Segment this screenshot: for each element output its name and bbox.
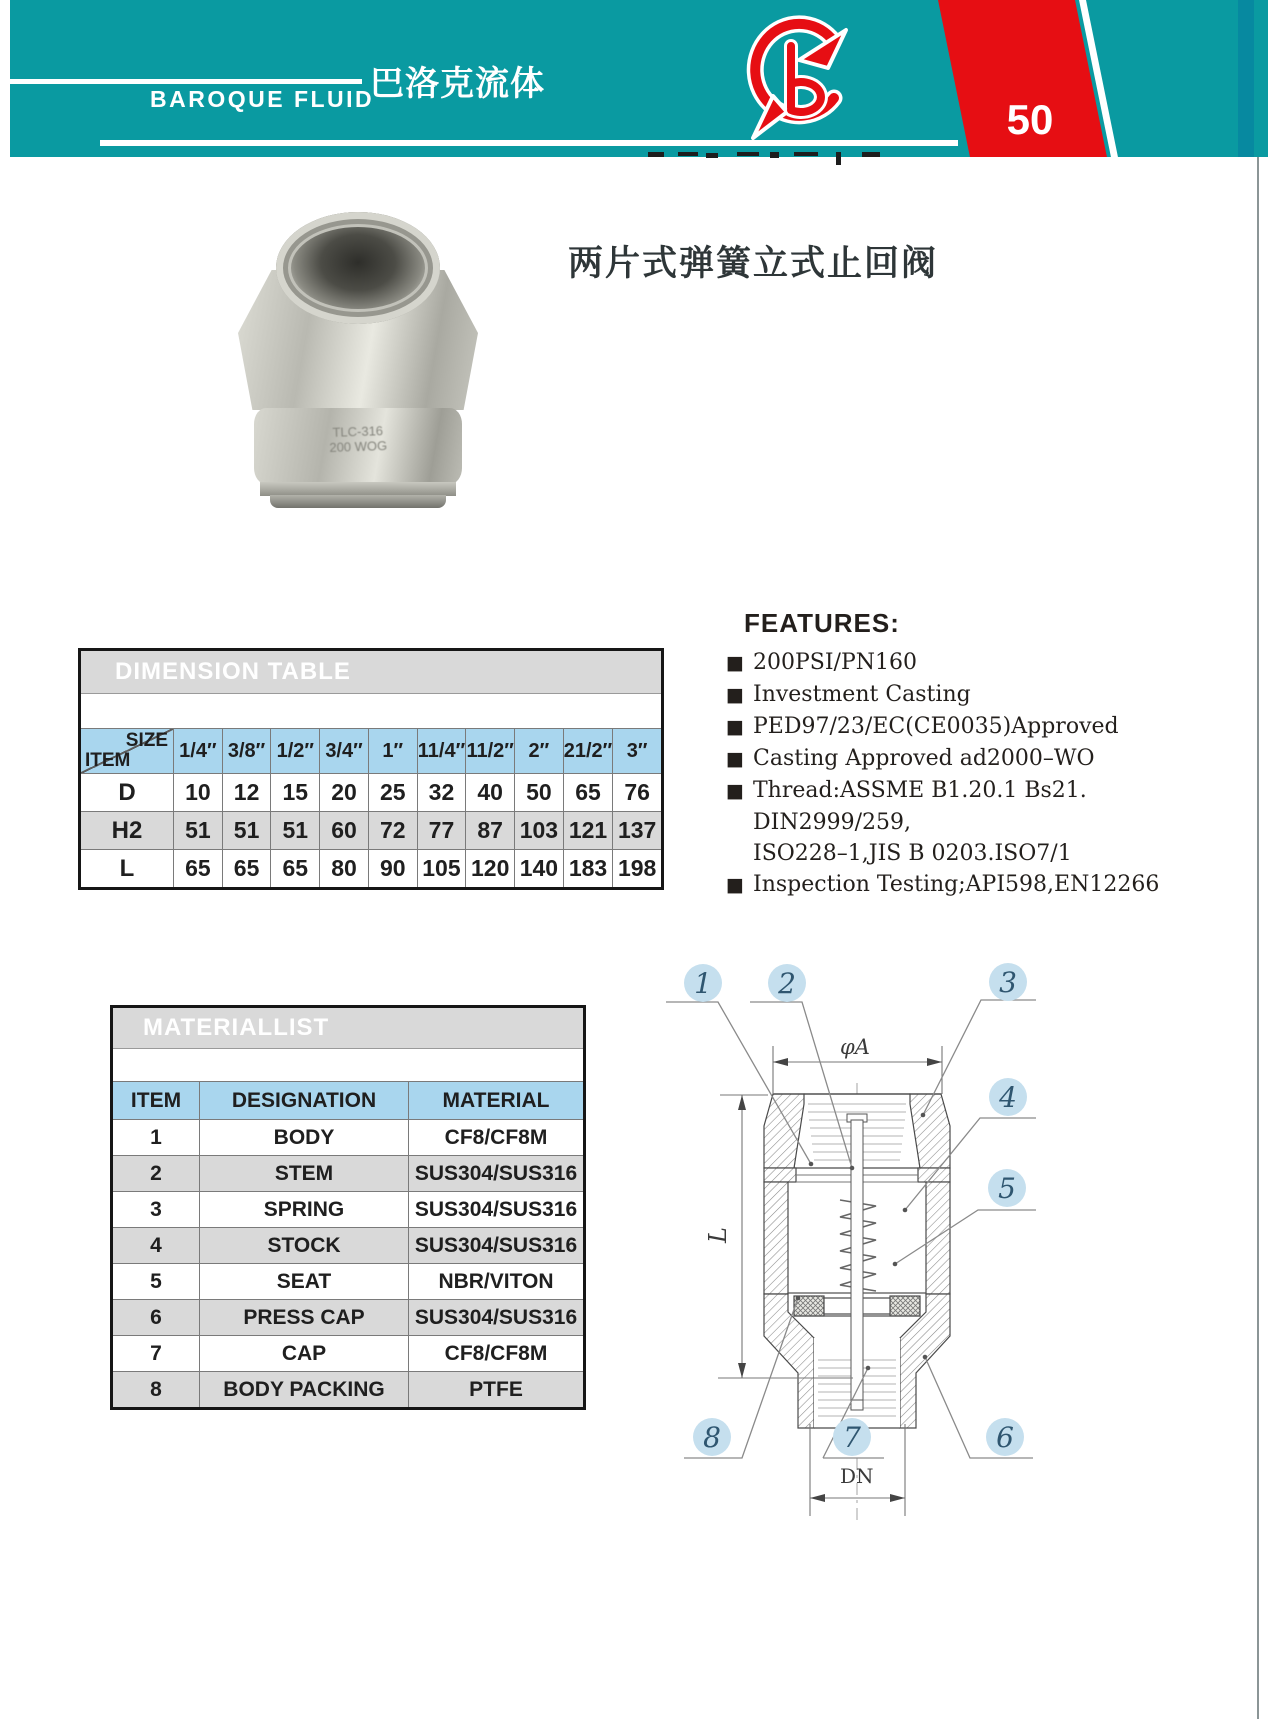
dim-value-cell: 140 (515, 850, 563, 887)
dim-corner-item-label: ITEM (85, 750, 131, 771)
dimension-table-spacer (81, 694, 661, 729)
dim-value-cell: 77 (418, 812, 466, 849)
mat-cell: 7 (113, 1336, 199, 1371)
dim-row-label: D (81, 774, 173, 811)
dim-size-header: 11/4″ (418, 729, 466, 773)
dim-corner-cell (81, 729, 173, 773)
product-photo (238, 212, 478, 508)
valve-bottom-band (260, 482, 456, 496)
mat-header-cell: DESIGNATION (200, 1082, 408, 1119)
header-underline-top (10, 79, 362, 84)
dim-size-header: 1″ (369, 729, 417, 773)
dim-value-cell: 51 (223, 812, 271, 849)
dim-value-cell: 103 (515, 812, 563, 849)
mat-cell: SUS304/SUS316 (409, 1156, 583, 1191)
mat-cell: STOCK (200, 1228, 408, 1263)
dim-size-header: 2″ (515, 729, 563, 773)
dim-value-cell: 90 (369, 850, 417, 887)
dim-size-header: 3/8″ (223, 729, 271, 773)
brand-wordmark-en: BAROQUE FLUID (150, 86, 375, 112)
dim-value-cell: 10 (174, 774, 222, 811)
mat-cell: SUS304/SUS316 (409, 1228, 583, 1263)
mat-cell: CF8/CF8M (409, 1336, 583, 1371)
product-title: 两片式弹簧立式止回阀 (568, 244, 939, 283)
dim-value-cell: 121 (564, 812, 613, 849)
feature-item (726, 647, 1256, 679)
mat-cell: BODY (200, 1120, 408, 1155)
dim-value-cell: 51 (174, 812, 222, 849)
feature-item (726, 743, 1256, 775)
material-table-spacer (113, 1049, 583, 1082)
dim-value-cell: 65 (174, 850, 222, 887)
callout-3: 3 (999, 966, 1017, 999)
callout-2: 2 (778, 967, 796, 1000)
dimension-table-title: DIMENSION TABLE (81, 651, 661, 694)
dim-value-cell: 137 (613, 812, 661, 849)
dimension-grid (81, 729, 661, 887)
mat-cell: 8 (113, 1372, 199, 1407)
dim-value-cell: 87 (466, 812, 514, 849)
mat-cell: SUS304/SUS316 (409, 1300, 583, 1335)
dim-value-cell: 32 (418, 774, 466, 811)
page-number: 50 (1006, 96, 1054, 143)
mat-cell: 4 (113, 1228, 199, 1263)
feature-text: Inspection Testing;API598,EN12266 (753, 872, 1160, 897)
dim-value-cell: 60 (320, 812, 368, 849)
mat-cell: CAP (200, 1336, 408, 1371)
valve-foot (270, 495, 446, 508)
callout-8: 8 (703, 1421, 721, 1454)
dim-value-cell: 15 (271, 774, 319, 811)
dim-value-cell: 183 (564, 850, 613, 887)
dim-corner-size-label: SIZE (125, 730, 168, 751)
feature-text: 200PSI/PN160 (753, 650, 918, 675)
dim-size-header: 3″ (613, 729, 661, 773)
dim-value-cell: 50 (515, 774, 563, 811)
callout-6: 6 (996, 1421, 1014, 1454)
mat-cell: CF8/CF8M (409, 1120, 583, 1155)
dim-value-cell: 105 (418, 850, 466, 887)
bullet-square-icon: ■ (726, 748, 744, 770)
dim-value-cell: 76 (613, 774, 661, 811)
feature-text: Casting Approved ad2000–WO (753, 746, 1095, 771)
bullet-square-icon: ■ (726, 684, 744, 706)
mat-cell: STEM (200, 1156, 408, 1191)
dim-size-header: 3/4″ (320, 729, 368, 773)
bullet-square-icon: ■ (726, 780, 744, 802)
dim-value-cell: 72 (369, 812, 417, 849)
mat-cell: SUS304/SUS316 (409, 1192, 583, 1227)
dim-value-cell: 25 (369, 774, 417, 811)
feature-item (726, 807, 1256, 838)
mat-cell: 6 (113, 1300, 199, 1335)
dim-value-cell: 80 (320, 850, 368, 887)
mat-cell: BODY PACKING (200, 1372, 408, 1407)
mat-cell: 2 (113, 1156, 199, 1191)
features-section (726, 608, 1256, 901)
feature-item (726, 838, 1256, 869)
dim-row-label: L (81, 850, 173, 887)
dim-size-header: 21/2″ (564, 729, 613, 773)
mat-cell: SPRING (200, 1192, 408, 1227)
mat-cell: 1 (113, 1120, 199, 1155)
mat-cell: PTFE (409, 1372, 583, 1407)
dim-row-label: H2 (81, 812, 173, 849)
dim-size-header: 1/4″ (174, 729, 222, 773)
mat-cell: NBR/VITON (409, 1264, 583, 1299)
mat-header-cell: MATERIAL (409, 1082, 583, 1119)
technical-drawing (618, 868, 1138, 1568)
valve-cast-marking: TLC-316 200 WOG (329, 423, 388, 455)
dim-value-cell: 65 (223, 850, 271, 887)
dim-value-cell: 51 (271, 812, 319, 849)
dim-value-cell: 120 (466, 850, 514, 887)
feature-text: PED97/23/EC(CE0035)Approved (753, 714, 1119, 739)
callout-1: 1 (694, 967, 712, 1000)
dim-size-header: 1/2″ (271, 729, 319, 773)
feature-text: DIN2999/259, (753, 810, 911, 835)
mat-cell: SEAT (200, 1264, 408, 1299)
feature-item (726, 775, 1256, 807)
dim-value-cell: 12 (223, 774, 271, 811)
feature-text: ISO228–1,JIS B 0203.ISO7/1 (753, 841, 1072, 866)
dim-label-dn: DN (840, 1464, 874, 1488)
bullet-square-icon: ■ (726, 716, 744, 738)
dim-value-cell: 198 (613, 850, 661, 887)
valve-threaded-opening (276, 212, 440, 324)
header-edge-shade (1238, 0, 1254, 157)
dim-value-cell: 20 (320, 774, 368, 811)
mat-cell: 5 (113, 1264, 199, 1299)
feature-text: Thread:ASSME B1.20.1 Bs21. (753, 778, 1087, 803)
mat-cell: PRESS CAP (200, 1300, 408, 1335)
feature-item (726, 679, 1256, 711)
material-table (110, 1005, 586, 1410)
callout-7: 7 (843, 1421, 861, 1454)
dim-value-cell: 65 (271, 850, 319, 887)
mat-header-cell: ITEM (113, 1082, 199, 1119)
brand-logo-icon (733, 12, 855, 150)
page-right-border (1257, 157, 1259, 1719)
material-grid (113, 1082, 583, 1407)
features-list (726, 647, 1256, 901)
bullet-square-icon: ■ (726, 652, 744, 674)
brand-wordmark-cn: 巴洛克流体 (370, 65, 545, 103)
dim-label-phi-a: φA (840, 1035, 870, 1059)
dimension-table (78, 648, 664, 890)
feature-text: Investment Casting (753, 682, 971, 707)
callout-5: 5 (998, 1172, 1016, 1205)
dim-size-header: 11/2″ (466, 729, 514, 773)
material-table-title: MATERIALLIST (113, 1008, 583, 1049)
features-heading: FEATURES: (744, 608, 900, 638)
bullet-square-icon: ■ (726, 874, 744, 896)
callout-4: 4 (999, 1081, 1017, 1114)
feature-item (726, 711, 1256, 743)
mat-cell: 3 (113, 1192, 199, 1227)
dim-value-cell: 40 (466, 774, 514, 811)
dim-label-l: L (704, 1227, 732, 1243)
dim-value-cell: 65 (564, 774, 613, 811)
